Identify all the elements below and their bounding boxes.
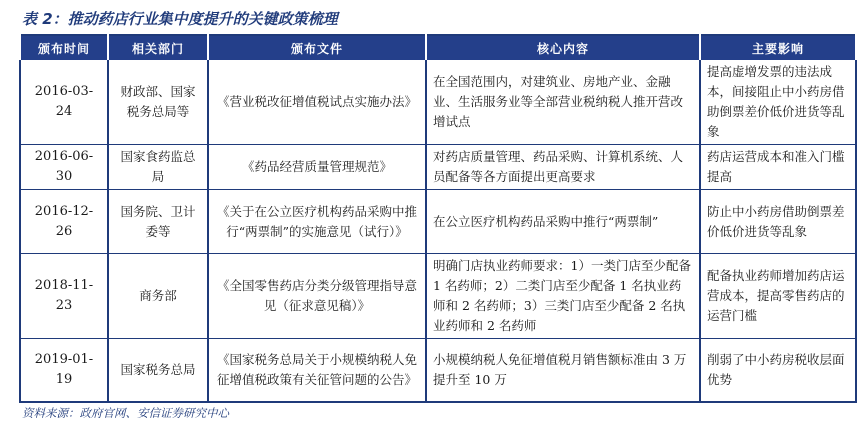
cell-doc: 《国家税务总局关于小规模纳税人免征增值税政策有关征管问题的公告》 [208, 339, 426, 402]
cell-date: 2018-11-23 [20, 254, 108, 339]
cell-dept: 财政部、国家税务总局等 [108, 60, 208, 145]
cell-impact: 提高虚增发票的违法成本，间接阻止中小药房借助倒票差价低价进货等乱象 [700, 60, 856, 145]
cell-doc: 《营业税改征增值税试点实施办法》 [208, 60, 426, 145]
cell-dept: 国家税务总局 [108, 339, 208, 402]
cell-core: 在公立医疗机构药品采购中推行“两票制” [426, 190, 700, 254]
cell-core: 明确门店执业药师要求：1）一类门店至少配备 1 名药师；2）二类门店至少配备 1 名执业药师和 2 名药师；3）三类门店至少配备 2 名执业药师和 2 名药师 [426, 254, 700, 339]
cell-core: 在全国范围内，对建筑业、房地产业、金融业、生活服务业等全部营业税纳税人推开营改增试点 [426, 60, 700, 145]
table-row [20, 254, 856, 339]
header-core: 核心内容 [426, 35, 700, 60]
header-impact: 主要影响 [700, 35, 856, 60]
cell-date: 2016-03-24 [20, 60, 108, 145]
source-note: 资料来源：政府官网、安信证券研究中心 [22, 406, 229, 420]
cell-dept: 国务院、卫计委等 [108, 190, 208, 254]
table-title: 表 2：推动药店行业集中度提升的关键政策梳理 [22, 10, 338, 28]
cell-date: 2019-01-19 [20, 339, 108, 402]
policy-table [19, 34, 857, 403]
table-row [20, 60, 856, 145]
cell-impact: 防止中小药房借助倒票差价低价进货等乱象 [700, 190, 856, 254]
table-row [20, 145, 856, 190]
header-date: 颁布时间 [20, 35, 108, 60]
cell-doc: 《关于在公立医疗机构药品采购中推行“两票制”的实施意见（试行）》 [208, 190, 426, 254]
header-row [20, 35, 856, 60]
cell-doc: 《全国零售药店分类分级管理指导意见（征求意见稿）》 [208, 254, 426, 339]
cell-impact: 药店运营成本和准入门槛提高 [700, 145, 856, 190]
header-doc: 颁布文件 [208, 35, 426, 60]
cell-impact: 削弱了中小药房税收层面优势 [700, 339, 856, 402]
cell-dept: 国家食药监总局 [108, 145, 208, 190]
cell-date: 2016-12-26 [20, 190, 108, 254]
table-row [20, 190, 856, 254]
cell-impact: 配备执业药师增加药店运营成本，提高零售药店的运营门槛 [700, 254, 856, 339]
header-dept: 相关部门 [108, 35, 208, 60]
cell-doc: 《药品经营质量管理规范》 [208, 145, 426, 190]
cell-core: 对药店质量管理、药品采购、计算机系统、人员配备等各方面提出更高要求 [426, 145, 700, 190]
cell-core: 小规模纳税人免征增值税月销售额标准由 3 万提升至 10 万 [426, 339, 700, 402]
table-row [20, 339, 856, 402]
cell-dept: 商务部 [108, 254, 208, 339]
cell-date: 2016-06-30 [20, 145, 108, 190]
